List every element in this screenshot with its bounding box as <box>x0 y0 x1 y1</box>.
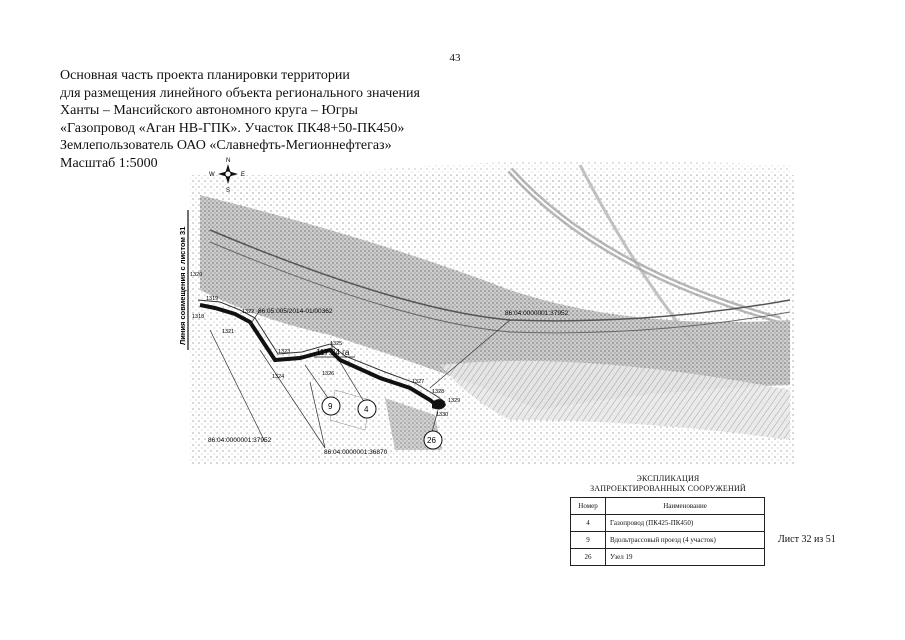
title-line: для размещения линейного объекта регионального значения <box>60 85 420 101</box>
route-point: 1330 <box>436 412 449 418</box>
structure-marker-4 <box>358 400 376 418</box>
route-point: 1327 <box>412 379 425 385</box>
cadastral-number: 86:04:0000001:37952 <box>208 437 272 444</box>
svg-text:9: 9 <box>328 402 333 411</box>
table-header-row <box>571 498 765 515</box>
svg-text:26: 26 <box>427 436 436 445</box>
route-point: 1329 <box>448 398 461 404</box>
row-number: 26 <box>571 549 606 566</box>
compass-north: N <box>226 158 231 164</box>
cadastral-number: 86:05:005/2014-01/00362 <box>258 308 333 315</box>
row-name: Вдольтрассовый проезд (4 участок) <box>606 532 765 549</box>
title-line: Землепользователь ОАО «Славнефть-Мегионнефтегаз» <box>60 138 392 153</box>
title-line: Ханты – Мансийского автономного круга – Югры <box>60 103 358 118</box>
compass-east: E <box>241 172 246 178</box>
cadastral-number: 86:04:0000001:36870 <box>324 449 388 456</box>
table-row <box>571 515 765 532</box>
column-header-name: Наименование <box>606 498 765 515</box>
column-header-number: Номер <box>571 498 606 515</box>
title-line: Основная часть проекта планировки территории <box>60 68 350 83</box>
row-name: Газопровод (ПК425-ПК450) <box>606 515 765 532</box>
explication-title <box>570 474 766 494</box>
cadastral-number: 86:04:0000001:37952 <box>505 310 569 317</box>
compass-west: W <box>209 172 215 178</box>
explication-title-line: ЗАПРОЕКТИРОВАННЫХ СООРУЖЕНИЙ <box>590 484 746 493</box>
table-row <box>571 532 765 549</box>
scale-label: Масштаб 1:5000 <box>60 155 158 171</box>
route-point: 1328 <box>432 389 445 395</box>
structure-marker-9 <box>322 397 340 415</box>
route-point: 1322 <box>242 309 255 315</box>
page-number: 43 <box>449 52 461 64</box>
sheet-label: Лист 32 из 51 <box>778 534 836 545</box>
row-number: 9 <box>571 532 606 549</box>
route-point: 1325 <box>330 341 343 347</box>
svg-text:4: 4 <box>364 405 369 414</box>
table-row <box>571 549 765 566</box>
route-point: 1324 <box>272 374 285 380</box>
site-plan-map <box>180 150 800 470</box>
route-point: 1319 <box>206 296 219 302</box>
route-point: 1326 <box>322 371 335 377</box>
route-point: 1318 <box>192 314 205 320</box>
route-point: 1323 <box>278 349 291 355</box>
side-label: Линия совмещения с листом 31 <box>178 226 187 345</box>
explication-title-line: ЭКСПЛИКАЦИЯ <box>636 474 700 483</box>
structure-marker-26 <box>424 431 442 449</box>
explication-table <box>570 497 765 566</box>
route-point: 1321 <box>222 329 235 335</box>
route-point: 1320 <box>190 272 203 278</box>
compass-south: S <box>226 188 231 194</box>
area-label: 117.24 га <box>316 348 350 357</box>
row-number: 4 <box>571 515 606 532</box>
row-name: Узел 19 <box>606 549 765 566</box>
title-line: «Газопровод «Аган НВ-ГПК». Участок ПК48+50-ПК450» <box>60 120 405 136</box>
